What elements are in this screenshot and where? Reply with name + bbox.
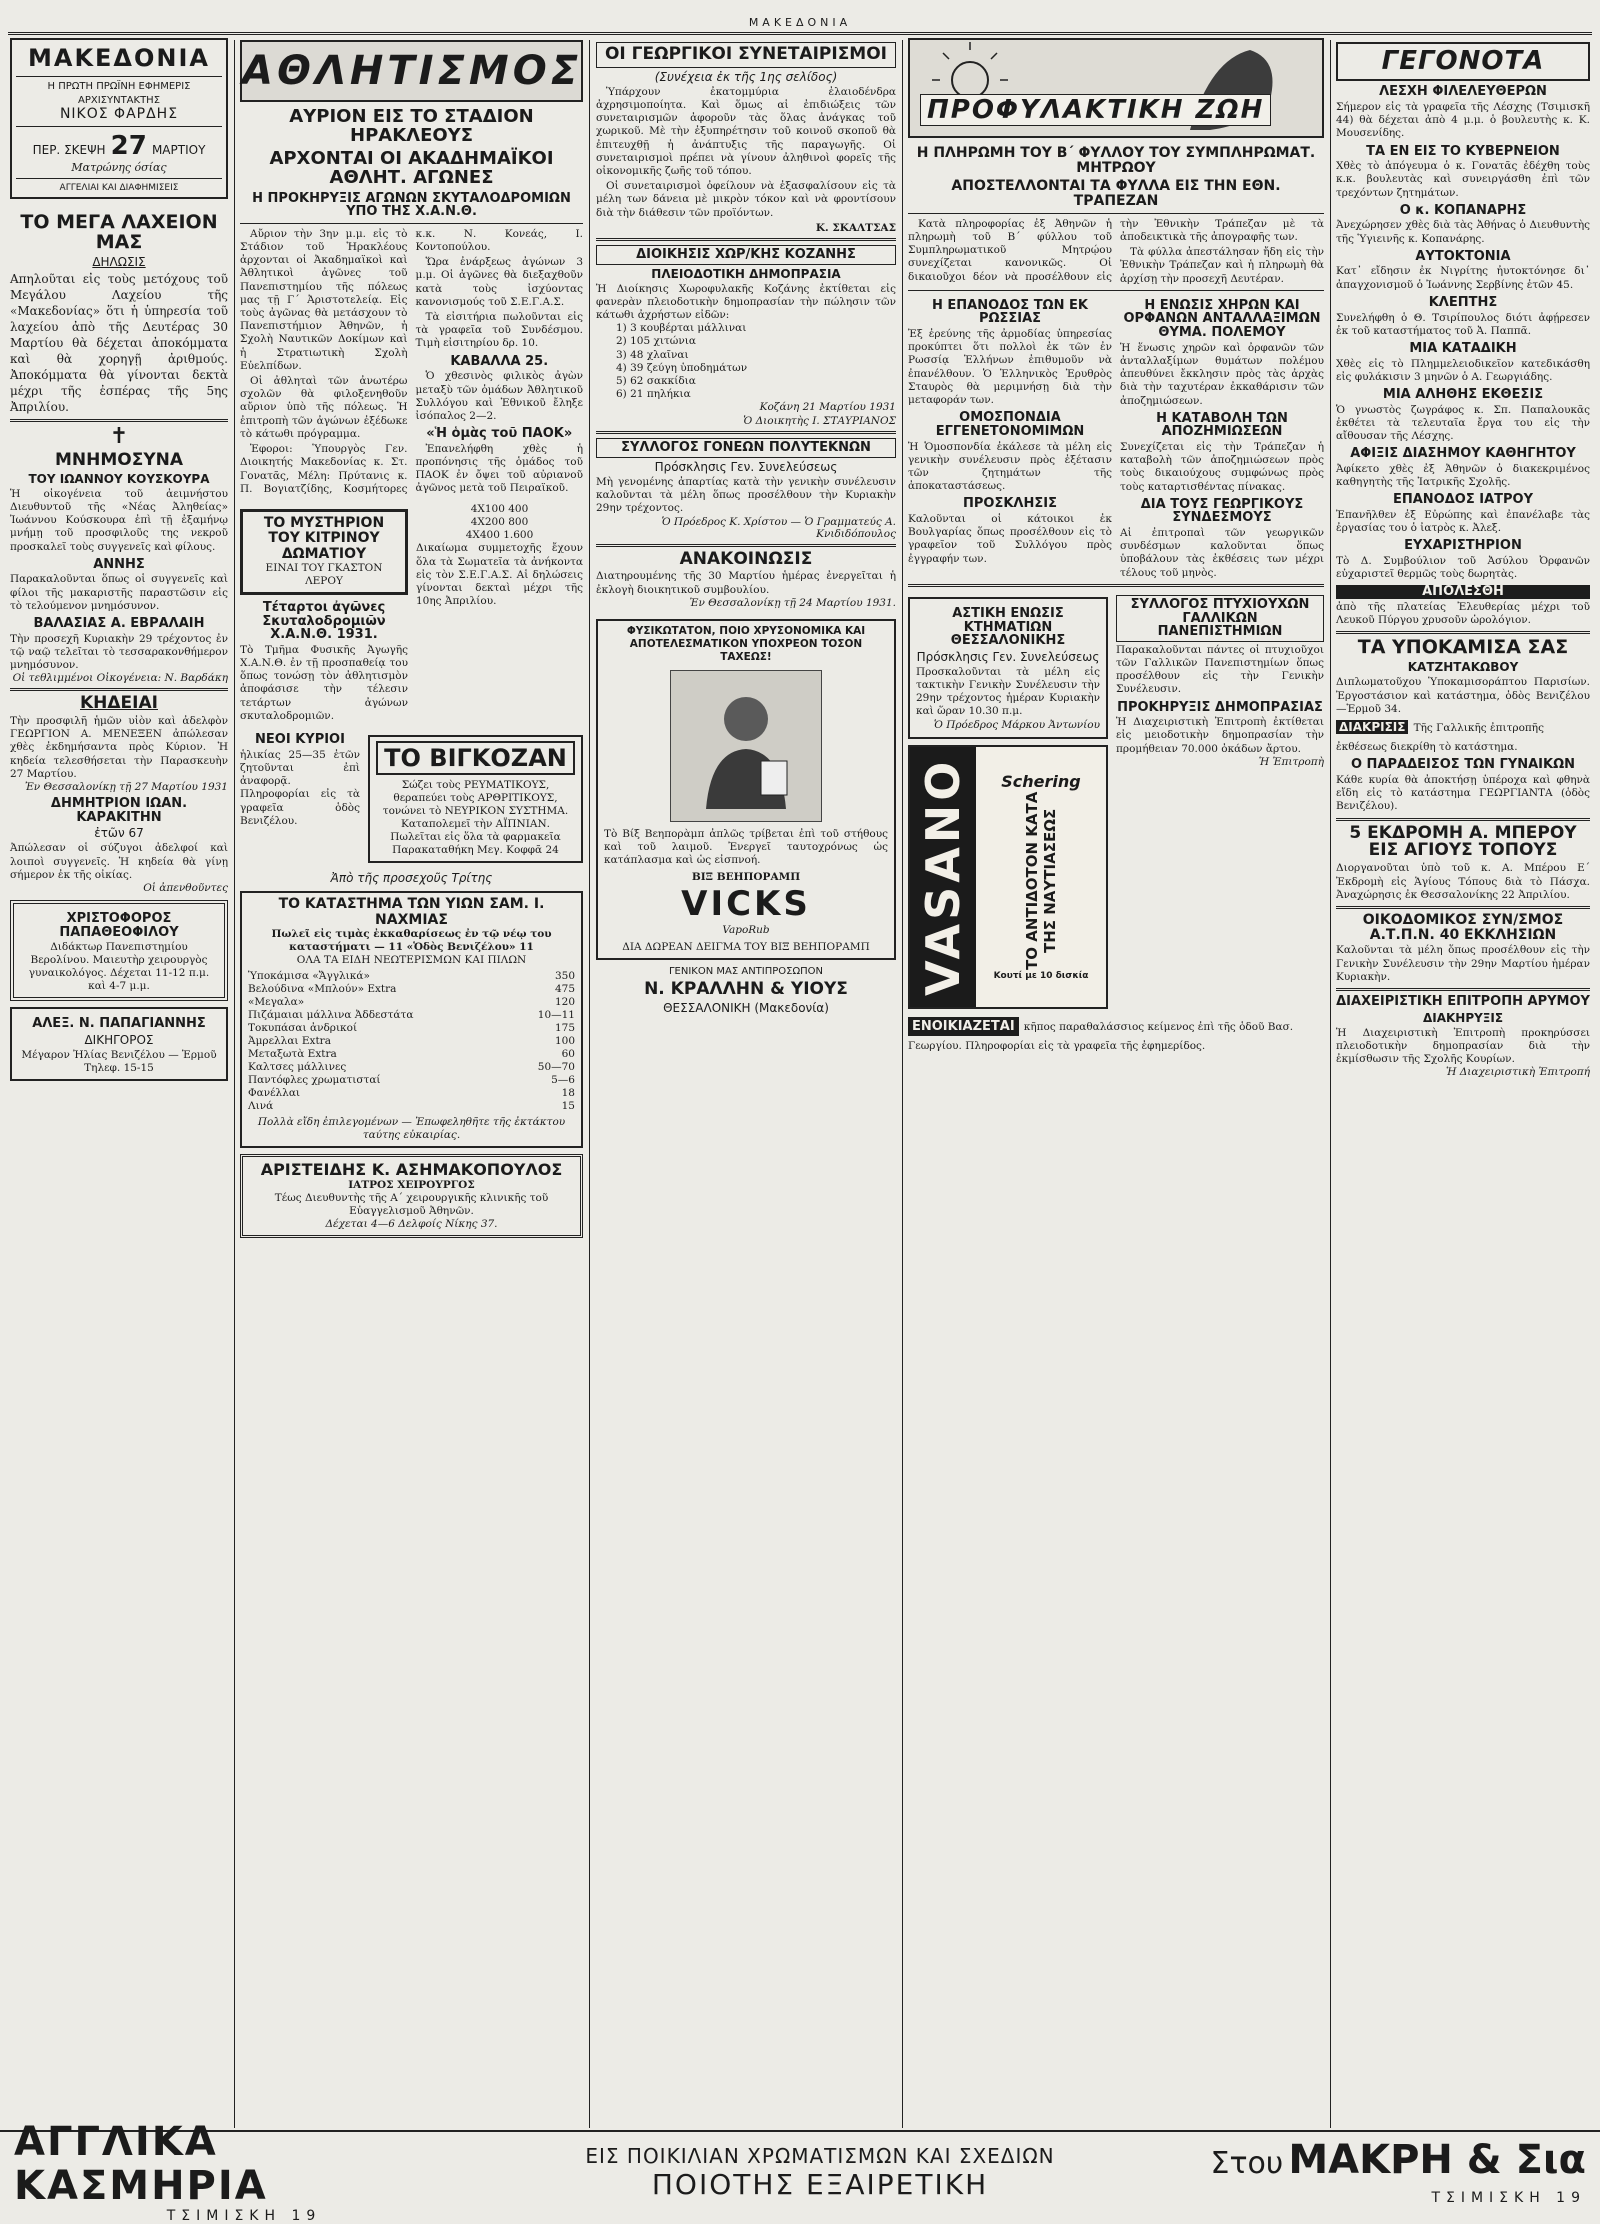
athletics-body: [240, 228, 583, 497]
papagiannis-title: ΑΛΕΞ. Ν. ΠΑΠΑΓΙΑΝΝΗΣ: [32, 1016, 206, 1032]
kozani-title: ΔΙΟΙΚΗΣΙΣ ΧΩΡ/ΚΗΣ ΚΟΖΑΝΗΣ: [596, 245, 896, 265]
dimoprasia-title: ΠΡΟΚΗΡΥΞΙΣ ΔΗΜΟΠΡΑΣΙΑΣ: [1117, 699, 1323, 715]
event-heading: ΚΛΕΠΤΗΣ: [1428, 294, 1498, 310]
event-item: [1336, 250, 1590, 292]
bottom-ad-right: [1166, 2138, 1600, 2206]
vicks-name: ΒΙΞ ΒΕΗΠΟΡΑΜΠ: [691, 870, 801, 883]
goneis-title: ΣΥΛΛΟΓΟΣ ΓΟΝΕΩΝ ΠΟΛΥΤΕΚΝΩΝ: [596, 438, 896, 458]
bottom-ad-left: [0, 2120, 474, 2224]
column-5: [1336, 38, 1590, 2128]
column-rule: [902, 40, 903, 2128]
papatheofilou-title: ΧΡΙΣΤΟΦΟΡΟΣ ΠΑΠΑΘΕΟΦΙΛΟΥ: [59, 910, 179, 940]
asti-text: Προσκαλοῦνται τὰ μέλη εἰς τακτικὴν Γενικὴν Συνέλευσιν τὴν 29ην τρέχοντος ἡμέραν Κυριακὴν καὶ ὥραν 10.30 π.μ.: [916, 665, 1100, 718]
date-prefix: ΠΕΡ. ΣΚΕΨΗ: [32, 143, 106, 157]
asimak-title: ΑΡΙΣΤΕΙΔΗΣ Κ. ΑΣΗΜΑΚΟΠΟΥΛΟΣ: [260, 1160, 563, 1180]
athletics-lower-right: [416, 503, 583, 723]
papagiannis-subtitle: ΔΙΚΗΓΟΡΟΣ: [84, 1032, 154, 1047]
asti-sign: Ὁ Πρόεδρος Μάρκου Ἀντωνίου: [933, 718, 1100, 731]
nachmias-top: Ἀπὸ τῆς προσεχοῦς Τρίτης: [330, 871, 493, 886]
price-value: 475: [554, 983, 575, 996]
dimoprasia-text: Ἡ Διαχειριστικὴ Ἐπιτροπὴ ἐκτίθεται εἰς μειοδοτικὴν δημοπρασίαν τὴν προμήθειαν 70.000 ὀκάδων ἄρτου.: [1116, 716, 1324, 755]
dimoprasia-sign: Ἡ Ἐπιτροπὴ: [1258, 755, 1324, 768]
mystirio-title: ΤΟ ΜΥΣΤΗΡΙΟΝ ΤΟΥ ΚΙΤΡΙΝΟΥ ΔΩΜΑΤΙΟΥ: [263, 514, 385, 562]
lachio-title: ΤΟ ΜΕΓΑ ΛΑΧΕΙΟΝ ΜΑΣ: [20, 211, 218, 253]
asti-ad: [908, 597, 1108, 739]
event-heading: ΛΕΣΧΗ ΦΙΛΕΛΕΥΘΕΡΩΝ: [1379, 84, 1547, 100]
event-item: [1336, 85, 1590, 140]
nachmias-sub: Πωλεῖ εἰς τιμὰς ἐκκαθαρίσεως ἐν τῷ νέῳ του καταστήματι — 11 «Ὁδὸς Βενιζέλου» 11: [271, 928, 552, 954]
eniokiazetai-title: ΕΝΟΙΚΙΑΖΕΤΑΙ: [908, 1017, 1019, 1036]
relay-row: 4Χ200 800: [470, 515, 529, 528]
event-text: Σήμερον εἰς τὰ γραφεῖα τῆς Λέσχης (Τσιμισκῆ 44) θὰ δέχεται ἀπὸ 4 μ.μ. ὁ βουλευτὴς κ. Κ. Μουσενίδης.: [1336, 100, 1590, 140]
athletics-banner: ΑΘΛΗΤΙΣΜΟΣ: [240, 40, 583, 102]
events-list: [1336, 85, 1590, 627]
epanodos-text: Ἐξ ἐρεύνης τῆς ἀρμοδίας ὑπηρεσίας προκύπτει ὅτι πολλοὶ ἐκ τῶν ἐν Ρωσσίᾳ Ἑλλήνων ἐπιθυμοῦν νὰ ἐπανέλθουν. Ὁ Ἑλληνικὸς Ἐρυθρὸς Σταυρὸς θὰ μεριμνήσῃ διὰ τὴν μεταφοράν των.: [908, 328, 1112, 407]
kideiai-text: Τὴν προσφιλῆ ἡμῶν υἱὸν καὶ ἀδελφὸν ΓΕΩΡΓΙΟΝ Α. ΜΕΝΕΞΕΝ ἀπώλεσαν χθὲς ἐκδημήσαντα πρὸς Κύριον. Ἡ κηδεία τελεσθήσεται τὴν Παρασκευὴν 27 Μαρτίου.: [10, 715, 228, 780]
event-heading: ΜΙΑ ΚΑΤΑΔΙΚΗ: [1409, 340, 1517, 356]
event-heading: ΕΥΧΑΡΙΣΤΗΡΙΟΝ: [1404, 538, 1522, 554]
divider: [908, 213, 1324, 214]
diakrisis-text: Τῆς Γαλλικῆς ἐπιτροπῆς ἐκθέσεως διεκρίθη τὸ κατάστημα.: [1336, 721, 1544, 754]
price-row: [248, 1061, 575, 1074]
paradeisos-text: Κάθε κυρία θὰ ἀποκτήσῃ ὑπέροχα καὶ φθηνὰ εἴδη εἰς τὸ κατάστημα ΓΕΩΡΓΙΑΝΤΑ (ὁδὸς Βενιζέλου).: [1336, 774, 1590, 813]
syllogos-text: Παρακαλοῦνται πάντες οἱ πτυχιοῦχοι τῶν Γαλλικῶν Πανεπιστημίων ὅπως προσέλθουν εἰς τὴν Γενικὴν Συνέλευσιν.: [1116, 643, 1324, 696]
kavala-text: Ὁ χθεσινὸς φιλικὸς ἀγὼν μεταξὺ τῶν ὁμάδων Ἀθλητικοῦ Συλλόγου καὶ Ἐθνικοῦ ἔληξε ἰσόπαλος 2—2.: [415, 370, 583, 422]
column-3: [596, 38, 896, 2128]
neoi-kyrioi-ad: [240, 729, 360, 869]
vicks-sample: ΔΙΑ ΔΩΡΕΑΝ ΔΕΙΓΜΑ ΤΟΥ ΒΙΞ ΒΕΗΠΟΡΑΜΠ: [622, 940, 870, 953]
asimak-hours: Δέχεται 4—6 Δελφοίς Νίκης 37.: [325, 1217, 498, 1230]
vasano-ad: [908, 745, 1108, 1009]
chiron-text: Ἡ ἕνωσις χηρῶν καὶ ὀρφανῶν τῶν ἀνταλλαξίμων θυμάτων πολέμου ἀπευθύνει ἔκκλησιν πρὸς τὰς ἀρχὰς διὰ τὴν ταχυτέραν ἐκκαθάρισιν τῶν ἀποζημιώσεων.: [1120, 341, 1324, 407]
kashmiria-address: ΤΣΙΜΙΣΚΗ 19: [166, 2208, 322, 2224]
col4-lower-right: [1116, 591, 1324, 1009]
neoi-kyrioi-text: ἡλικίας 25—35 ἐτῶν ζητοῦνται ἐπὶ ἀναφορᾷ. Πληροφορίαι εἰς τὰ γραφεῖα ὁδὸς Βενιζέλου.: [240, 748, 360, 827]
athletics-head-1: ΑΥΡΙΟΝ ΕΙΣ ΤΟ ΣΤΑΔΙΟΝ ΗΡΑΚΛΕΟΥΣ: [289, 106, 534, 146]
event-text: Τὸ Δ. Συμβούλιον τοῦ Ἀσύλου Ὀρφανῶν εὐχαριστεῖ θερμῶς τοὺς δωρητὰς.: [1336, 554, 1590, 581]
col4-right: [1120, 295, 1324, 580]
event-item: [1336, 388, 1590, 443]
makri-line: [1166, 2138, 1586, 2190]
price-item: Τοκυπάσαι ἀνδρικοί: [248, 1022, 358, 1035]
price-row: [248, 970, 575, 983]
vigkozan-ad: [368, 735, 583, 863]
column-2: [240, 38, 583, 2128]
vigkozan-title: ΤΟ ΒΙΓΚΟΖΑΝ: [376, 741, 575, 775]
divider: [1336, 631, 1590, 634]
price-row: [248, 983, 575, 996]
price-item: Παντόφλες χρωματισταί: [248, 1074, 381, 1087]
cooperatives-signature: Κ. ΣΚΑΛΤΣΑΣ: [815, 221, 896, 234]
event-text: Ἀφίκετο χθὲς ἐξ Ἀθηνῶν ὁ διακεκριμένος καθηγητὴς τῆς Ἰατρικῆς Σχολῆς.: [1336, 462, 1590, 489]
nachmias-sub2: ΟΛΑ ΤΑ ΕΙΔΗ ΝΕΩΤΕΡΙΣΜΩΝ ΚΑΙ ΠΙΛΩΝ: [296, 954, 527, 967]
event-item: [1336, 342, 1590, 384]
athletics-lower-left: [240, 503, 408, 723]
top-rule: [8, 8, 1592, 35]
bottom-ad-middle: [474, 2144, 1166, 2201]
lachio-subtitle: ΔΗΛΩΣΙΣ: [92, 254, 146, 269]
event-heading: ΕΠΑΝΟΔΟΣ ΙΑΤΡΟΥ: [1392, 492, 1534, 508]
col4-lower-left: [908, 591, 1108, 1009]
divider: [1336, 906, 1590, 909]
vicks-agent-name: Ν. ΚΡΑΛΛΗΝ & ΥΙΟΥΣ: [644, 978, 848, 999]
goneis-subtitle: Πρόσκλησις Γεν. Συνελεύσεως: [654, 459, 838, 474]
eniokiazetai-text: κῆπος παραθαλάσσιος κείμενος ἐπὶ τῆς ὁδοῦ Βασ. Γεωργίου. Πληροφορίαι εἰς τὰ γραφεῖα τῆς ἐφημερίδος.: [908, 1020, 1294, 1052]
price-item: Ἀμρελλαι Extra: [248, 1035, 331, 1048]
skytalo-title: Τέταρτοι ἀγῶνες Σκυταλοδρομιῶν Χ.Α.Ν.Θ. 1931.: [262, 599, 386, 643]
relay-row: 4Χ400 1.600: [465, 529, 534, 542]
karaktin-signoff: Οἱ ἀπενθοῦντες: [143, 881, 228, 894]
asti-subtitle: Πρόσκλησις Γεν. Συνελεύσεως: [916, 649, 1100, 664]
events-title: ΓΕΓΟΝΟΤΑ: [1336, 42, 1590, 81]
column-rule: [234, 40, 235, 2128]
cooperatives-para: Οἱ συνεταιρισμοὶ ὀφείλουν νὰ ἐξασφαλίσουν εἰς τὰ μέλη των δάνεια μὲ μικρὸν τόκον καὶ νὰ φροντίσουν διὰ τὴν διάθεσιν τῶν προϊόντων.: [596, 180, 896, 219]
athletics-head-3: Η ΠΡΟΚΗΡΥΞΙΣ ΑΓΩΝΩΝ ΣΚΥΤΑΛΟΔΡΟΜΙΩΝ ΥΠΟ ΤΗΣ Χ.Α.Ν.Θ.: [252, 190, 571, 220]
georgikos-text: Αἱ ἐπιτροπαὶ τῶν γεωργικῶν συνδέσμων καλοῦνται ὅπως ὑποβάλουν τὰς ἐκθέσεις των μέχρι τέλους τοῦ μηνὸς.: [1120, 527, 1324, 579]
nachmias-title: ΤΟ ΚΑΤΑΣΤΗΜΑ ΤΩΝ ΥΙΩΝ ΣΑΜ. Ι. ΝΑΧΜΙΑΣ: [278, 896, 545, 928]
syllogos-title: ΣΥΛΛΟΓΟΣ ΠΤΥΧΙΟΥΧΩΝ ΓΑΛΛΙΚΩΝ ΠΑΝΕΠΙΣΤΗΜΙΩΝ: [1116, 595, 1324, 642]
price-value: 15: [561, 1100, 575, 1113]
annis-text: Παρακαλοῦνται ὅπως οἱ συγγενεῖς καὶ φίλοι τῆς μακαριστῆς παραστῶσιν εἰς τὸ τελούμενον μνημόσυνον.: [10, 573, 228, 612]
lachio-text: Απηλοῦται εἰς τοὺς μετόχους τοῦ Μεγάλου Λαχείου τῆς «Μακεδονίας» ὅτι ἡ ὑπηρεσία τοῦ λαχείου ἀπὸ τῆς Δευτέρας 30 Μαρτίου θὰ δέχεται ἀποκόμματα καὶ θὰ χορηγῇ ἀριθμούς. Ἀποκόμματα θὰ γίνονται δεκτὰ μέχρι τῆς ἐσπέρας τῆς 5ης Ἀπριλίου.: [10, 271, 228, 414]
price-row: [248, 1087, 575, 1100]
diaxeiristiki-subtitle: ΔΙΑΚΗΡΥΞΙΣ: [1422, 1010, 1504, 1025]
divider: [240, 223, 583, 224]
price-row: [248, 1022, 575, 1035]
prosklisis-text: Καλοῦνται οἱ κάτοικοι ἐκ Βουλγαρίας ὅπως προσέλθουν εἰς τὸ γραφεῖον τοῦ Συλλόγου πρὸς ἐγγραφήν των.: [908, 513, 1112, 565]
papatheofilou-ad: [10, 900, 228, 1001]
event-text: Ἐπανῆλθεν ἐξ Εὐρώπης καὶ ἐπανέλαβε τὰς ἐργασίας του ὁ ἰατρὸς κ. Ἀλεξ.: [1336, 508, 1590, 535]
event-text: Χθὲς τὸ ἀπόγευμα ὁ κ. Γονατᾶς ἐδέχθη τοὺς κ.κ. βουλευτὰς καὶ συνειργάσθη ἐπὶ τῶν τρεχόντων ζητημάτων.: [1336, 160, 1590, 199]
goneis-sign: Ὁ Πρόεδρος Κ. Χρίστου — Ὁ Γραμματεύς Α. Κνιδιδόπουλος: [661, 515, 896, 540]
price-row: [248, 996, 575, 1009]
top-paper-name: ΜΑΚΕΔΟΝΙΑ: [748, 16, 852, 29]
divider: [10, 419, 228, 422]
diakrisis: [1336, 716, 1590, 754]
price-row: [248, 1100, 575, 1113]
event-heading: ΤΑ ΕΝ ΕΙΣ ΤΟ ΚΥΒΕΡΝΕΙΟΝ: [1366, 143, 1560, 159]
karaktin-text: Ἀπώλεσαν οἱ σύζυγοι ἀδελφοί καὶ λοιποὶ συγγενεῖς. Ἡ κηδεία θὰ γίνῃ σήμερον ἐκ τῆς οἰκίας.: [10, 842, 228, 881]
makri-title: ΜΑΚΡΗ & Σια: [1288, 2137, 1586, 2183]
epanodos-title: Η ΕΠΑΝΟΔΟΣ ΤΩΝ ΕΚ ΡΩΣΣΙΑΣ: [932, 297, 1088, 327]
anakoin-text: Διατηρουμένης τῆς 30 Μαρτίου ἡμέρας ἐνεργεῖται ἡ ἐκλογὴ διοικητικοῦ συμβουλίου.: [596, 570, 896, 596]
price-item: Πιζάμαιαι μάλλινα Ἀδδεστάτα: [248, 1009, 414, 1022]
katavoli-text: Συνεχίζεται εἰς τὴν Τράπεζαν ἡ καταβολὴ τῶν ἀποζημιώσεων πρὸς τοὺς δικαιούχους συμφώνως πρὸς τοὺς καταρτισθέντας πίνακας.: [1120, 440, 1324, 493]
kozani-text: Ἡ Διοίκησις Χωροφυλακῆς Κοζάνης ἐκτίθεται εἰς φανερὰν πλειοδοτικὴν δημοπρασίαν τὴν πώλησιν τῶν κάτωθι ἀχρήστων εἰδῶν:: [596, 282, 896, 321]
skytalo-text-2: Δικαίωμα συμμετοχῆς ἔχουν ὅλα τὰ Σωματεῖα τὰ ἀνήκοντα εἰς τὸν Σ.Ε.Γ.Α.Σ. Αἱ δηλώσεις γίνονται δεκταὶ μέχρι τῆς 10ης Ἀπριλίου.: [416, 542, 583, 608]
relay-table: [416, 503, 583, 543]
event-heading: ΑΦΙΞΙΣ ΔΙΑΣΗΜΟΥ ΚΑΘΗΓΗΤΟΥ: [1350, 446, 1576, 462]
vicks-illustration: [670, 670, 822, 822]
payment-head-2: ΑΠΟΣΤΕΛΛΟΝΤΑΙ ΤΑ ΦΥΛΛΑ ΕΙΣ ΤΗΝ ΕΘΝ. ΤΡΑΠΕΖΑΝ: [951, 178, 1281, 210]
kozani-date: Κοζάνη 21 Μαρτίου 1931: [759, 401, 896, 414]
vasano-brand: Schering: [1001, 772, 1081, 792]
vicks-logo-sub: VapoRub: [722, 923, 770, 936]
divider: [908, 290, 1324, 291]
event-item: [1336, 493, 1590, 535]
papatheofilou-text: Διδάκτωρ Πανεπιστημίου Βερολίνου. Μαιευτὴρ χειρουργὸς γυναικολόγος. Δέχεται 11-12 π.μ. καὶ 4-7 μ.μ.: [28, 941, 210, 993]
mystirio-ad: [240, 509, 408, 595]
vicks-text: Τὸ Βίξ Βεηπορὰμπ ἀπλῶς τρίβεται ἐπὶ τοῦ στήθους καὶ τοῦ λαιμοῦ. Ἐνεργεῖ ταυτοχρόνως ὡς κατάπλασμα καὶ ὡς εἰσπνοή.: [604, 827, 888, 866]
price-item: Φανέλλαι: [248, 1087, 301, 1100]
divider: [16, 178, 222, 179]
bottom-ad-line-2: ΠΟΙΟΤΗΣ ΕΞΑΙΡΕΤΙΚΗ: [651, 2167, 989, 2201]
price-row: [248, 1009, 575, 1022]
valasis-family: Οἱ τεθλιμμένοι Οἰκογένεια: Ν. Βαρδάκη: [12, 672, 228, 685]
makri-address: ΤΣΙΜΙΣΚΗ 19: [1431, 2190, 1586, 2206]
price-value: 5—6: [551, 1074, 575, 1087]
valasis-title: ΒΑΛΑΣΙΑΣ Α. ΕΒΡΑΛΑΙΗ: [33, 615, 205, 631]
price-value: 175: [554, 1022, 575, 1035]
event-text: Ὁ γνωστὸς ζωγράφος κ. Σπ. Παπαλουκᾶς ἐκθέτει τὰ τελευταῖα ἔργα του εἰς τὴν αἴθουσαν τῆς Λέσχης.: [1336, 403, 1590, 443]
vasano-info: [976, 747, 1106, 1007]
vicks-agent-city: ΘΕΣΣΑΛΟΝΙΚΗ (Μακεδονία): [663, 1000, 829, 1015]
cooperatives-cont: (Συνέχεια ἐκ τῆς 1ης σελίδος): [654, 69, 838, 84]
neoi-kyrioi-title: ΝΕΟΙ ΚΥΡΙΟΙ: [255, 732, 345, 748]
diaxeiristiki-text: Ἡ Διαχειριστικὴ Ἐπιτροπὴ προκηρύσσει πλειοδοτικὴν δημοπρασίαν διὰ τὴν ἐκμίσθωσιν τῆς Σχολῆς Κουρίων.: [1336, 1026, 1590, 1065]
prosklisis-title: ΠΡΟΣΚΛΗΣΙΣ: [963, 496, 1057, 512]
vicks-logo: VICKS: [681, 883, 811, 924]
valasis-text: Τὴν προσεχῆ Κυριακὴν 29 τρέχοντος ἐν τῷ ναῷ τελεῖται τὸ τεσσαρακονθήμερον μνημόσυνον.: [10, 632, 228, 672]
kozani-items: [596, 322, 896, 401]
cooperatives-title: ΟΙ ΓΕΩΡΓΙΚΟΙ ΣΥΝΕΤΑΙΡΙΣΜΟΙ: [596, 42, 896, 68]
issue-date: [16, 131, 222, 161]
ekdromi-title: 5 ΕΚΔΡΟΜΗ Α. ΜΠΕΡΟΥ ΕΙΣ ΑΓΙΟΥΣ ΤΟΠΟΥΣ: [1349, 822, 1577, 861]
eniokiazetai: [908, 1015, 1324, 1053]
kozani-item: 3) 48 χλαῖναι: [616, 348, 689, 361]
divider: [596, 431, 896, 434]
kozani-subtitle: ΠΛΕΙΟΔΟΤΙΚΗ ΔΗΜΟΠΡΑΣΙΑ: [651, 266, 841, 281]
georgikos-title: ΔΙΑ ΤΟΥΣ ΓΕΩΡΓΙΚΟΥΣ ΣΥΝΔΕΣΜΟΥΣ: [1140, 496, 1304, 526]
papagiannis-ad: [10, 1007, 228, 1081]
diaxeiristiki-title: ΔΙΑΧΕΙΡΙΣΤΙΚΗ ΕΠΙΤΡΟΠΗ ΑΡΥΜΟΥ: [1336, 993, 1590, 1009]
prevention-title: ΠΡΟΦΥΛΑΚΤΙΚΗ ΖΩΗ: [920, 94, 1271, 126]
kozani-item: 1) 3 κουβέρται μάλλιναι: [616, 322, 747, 335]
athletics-lower: [240, 503, 583, 723]
price-value: 100: [554, 1035, 575, 1048]
kozani-sign: Ὁ Διοικητὴς Ι. ΣΤΑΥΡΙΑΝΟΣ: [743, 415, 896, 428]
event-item: [1336, 539, 1590, 581]
papagiannis-text: Μέγαρον Ἠλίας Βενιζέλου — Ἑρμοῦ Τηλεφ. 15-15: [21, 1048, 217, 1074]
col4-split: [908, 295, 1324, 580]
prevention-banner: [908, 38, 1324, 138]
masthead-subtitle: Η ΠΡΩΤΗ ΠΡΩΪΝΗ ΕΦΗΜΕΡΙΣ: [47, 81, 191, 92]
kavala-title: ΚΑΒΑΛΛΑ 25.: [450, 353, 549, 369]
divider: [1336, 818, 1590, 821]
price-item: Βελούδινα «Μπλούν» Extra: [248, 983, 397, 996]
goneis-text: Μὴ γενομένης ἀπαρτίας κατὰ τὴν γενικὴν συνέλευσιν καλοῦνται τὰ μέλη ὅπως προσέλθουν τὴν Κυριακὴν 29ην τρέχοντος.: [596, 475, 896, 515]
vigkozan-note: Πωλεῖται εἰς ὅλα τὰ φαρμακεῖα: [390, 831, 561, 844]
ypokamisa-title: ΤΑ ΥΠΟΚΑΜΙΣΑ ΣΑΣ: [1357, 636, 1569, 659]
event-text: Χθὲς εἰς τὸ Πλημμελειοδικεῖον κατεδικάσθη εἰς φυλάκισιν 3 μηνῶν ὁ Α. Γεωργιάδης.: [1336, 357, 1590, 383]
event-text: Κατ᾽ εἴδησιν ἐκ Νιγρίτης ἠυτοκτόνησε δι᾽ ἀπαγχονισμοῦ ὁ Ἰωάννης Σερβίνης ἐτῶν 45.: [1336, 265, 1590, 291]
payment-body: [908, 218, 1324, 286]
price-item: Ὑποκάμισα «Ἄγγλικά»: [248, 970, 370, 983]
vicks-top: ΦΥΣΙΚΩΤΑΤΟΝ, ΠΟΙΟ ΧΡΥΣΟΝΟΜΙΚΑ ΚΑΙ ΑΠΟΤΕΛΕΣΜΑΤΙΚΟΝ ΥΠΟΧΡΕΟΝ ΤΟΣΟΝ ΤΑΧΕΩΣ!: [626, 624, 866, 663]
anakoin-title: ΑΝΑΚΟΙΝΩΣΙΣ: [679, 548, 813, 569]
price-item: «Μεγαλα»: [248, 996, 305, 1009]
column-rule: [1330, 40, 1331, 2128]
vicks-ad: [596, 619, 896, 960]
diakrisis-title: ΔΙΑΚΡΙΣΙΣ: [1336, 720, 1408, 734]
paok-title: «Ἡ ὁμὰς τοῦ ΠΑΟΚ»: [426, 426, 573, 442]
katavoli-title: Η ΚΑΤΑΒΟΛΗ ΤΩΝ ΑΠΟΖΗΜΙΩΣΕΩΝ: [1156, 410, 1288, 440]
event-heading: ΜΙΑ ΑΛΗΘΗΣ ΕΚΘΕΣΙΣ: [1382, 386, 1544, 402]
kideiai-title: ΚΗΔΕΙΑΙ: [80, 693, 158, 714]
divider: [1336, 988, 1590, 991]
ekdromi-text: Διοργανοῦται ὑπὸ τοῦ κ. Α. Μπέρου Ε΄ Ἐκδρομὴ εἰς Ἁγίους Τόπους διὰ τὸ Πάσχα. Ἀναχώρησις ἐκ Θεσσαλονίκης 22 Ἀπριλίου.: [1336, 862, 1590, 901]
ads-row: [240, 729, 583, 869]
athletics-para: Ἑφοροι: Ὑπουργὸς Γεν. Διοικητής Μακεδονίας κ. Στ. Γονατᾶς, Μέλη: Πρύτανις κ. Π. Βογιατζίδης, Κοσμήτορες κ.κ. Ν. Κονεάς, Ι. Κοντοπούλου.: [240, 227, 583, 495]
oikodomikos-text: Καλοῦνται τὰ μέλη ὅπως προσέλθουν εἰς τὴν Γενικὴν Συνέλευσιν τὴν 29ην Μαρτίου ἡμέραν Κυριακὴν.: [1336, 944, 1590, 983]
divider: [10, 688, 228, 691]
mnimosyna-subtitle: ΤΟΥ ΙΩΑΝΝΟΥ ΚΟΥΣΚΟΥΡΑ: [28, 471, 210, 486]
vigkozan-text: Σώζει τοὺς ΡΕΥΜΑΤΙΚΟΥΣ, θεραπεύει τοὺς ΑΡΘΡΙΤΙΚΟΥΣ, τονώνει τὸ ΝΕΥΡΙΚΟΝ ΣΥΣΤΗΜΑ. Καταπολεμεῖ τὴν ΑΪΠΝΙΑΝ.: [382, 779, 569, 831]
kozani-item: 6) 21 πηλήκια: [616, 388, 691, 401]
column-1: [10, 38, 228, 2128]
paok-text: Ἐπανελήφθη χθὲς ἡ προπόνησις τῆς ὁμάδος τοῦ ΠΑΟΚ ἐν ὄψει τοῦ αὐριανοῦ ἀγῶνος μετὰ τοῦ Πειραϊκοῦ.: [415, 442, 583, 495]
ypokamisa-text: Διπλωματοῦχου Ὑποκαμισοράπτου Παρισίων. Ἐργοστάσιον καὶ κατάστημα, ὁδὸς Βενιζέλου—Ἑρμοῦ 34.: [1336, 676, 1590, 715]
athletics-head-2: ΑΡΧΟΝΤΑΙ ΟΙ ΑΚΑΔΗΜΑΪΚΟΙ ΑΘΛΗΤ. ΑΓΩΝΕΣ: [269, 147, 554, 188]
price-value: 60: [561, 1048, 575, 1061]
price-item: Λινά: [248, 1100, 274, 1113]
divider: [908, 584, 1324, 587]
payment-para: Κατὰ πληροφορίας ἐξ Ἀθηνῶν ἡ πληρωμὴ τοῦ Β΄ φύλλου τοῦ Συμπληρωματικοῦ Μητρῴου συνεχίζεται κανονικῶς. Οἱ δικαιοῦχοι δέον νὰ προσέλθουν εἰς τὴν Ἐθνικὴν Τράπεζαν μὲ τὰ ἀποδεικτικὰ τῆς ἀπογραφῆς των.: [908, 217, 1324, 283]
divider: [16, 76, 222, 77]
vasano-logo: VASANO: [916, 757, 970, 996]
omospondia-title: ΟΜΟΣΠΟΝΔΙΑ ΕΓΓΕΝΕΤΟΝΟΜΙΜΩΝ: [935, 410, 1085, 439]
karaktin-title: ΔΗΜΗΤΡΙΟΝ ΙΩΑΝ. ΚΑΡΑΚΙΤΗΝ: [50, 796, 188, 825]
cross-icon: ✝: [109, 423, 129, 449]
col4-lower: [908, 591, 1324, 1009]
chiron-title: Η ΕΝΩΣΙΣ ΧΗΡΩΝ ΚΑΙ ΟΡΦΑΝΩΝ ΑΝΤΑΛΛΑΞΙΜΩΝ ΘΥΜΑ. ΠΟΛΕΜΟΥ: [1123, 297, 1321, 341]
masthead-title: ΜΑΚΕΔΟΝΙΑ: [27, 44, 210, 72]
omospondia-text: Ἡ Ὁμοσπονδία ἐκάλεσε τὰ μέλη εἰς γενικὴν συνέλευσιν πρὸς ἐξέτασιν τῶν ζητημάτων τῆς ἀποκαταστάσεως.: [908, 440, 1112, 493]
athletics-para: Οἱ ἀθληταὶ τῶν ἀνωτέρω σχολῶν θὰ φιλοξενηθοῦν αὔριον ὑπὸ τῆς πόλεως. Ἡ ἐπιτροπὴ τῶν ἀγώνων ἐξέδωκε τὸ κάτωθι πρόγραμμα.: [240, 375, 408, 440]
price-value: 120: [554, 996, 575, 1009]
kozani-item: 2) 105 χιτώνια: [616, 335, 696, 348]
vigkozan-address: Παρακαταθήκη Μεγ. Κοφφᾶ 24: [392, 844, 559, 857]
athletics-para: Αὔριον τὴν 3ην μ.μ. εἰς τὸ Στάδιον τοῦ Ἡρακλέους ἀρχονται οἱ Ἀκαδημαϊκοὶ καὶ Ἀθλητικοὶ ἀγῶνες τοῦ Πανεπιστημίου τῆς πόλεως μας τῇ Γ΄ Ἀριστοτελείᾳ. Εἰς τοὺς ἀγῶνας θὰ μετάσχουν τὸ Πανεπιστήμιον Ἀθηνῶν, ἡ Σχολὴ Ναυτικῶν Δοκίμων καὶ ἡ Στρατιωτικὴ Σχολὴ Εὐελπίδων.: [240, 227, 408, 372]
price-row: [248, 1074, 575, 1087]
kozani-item: 4) 39 ζεύγη ὑποδημάτων: [616, 361, 748, 374]
athletics-para: Ὥρα ἐνάρξεως ἀγώνων 3 μ.μ. Οἱ ἀγῶνες θὰ διεξαχθοῦν κατὰ τοὺς ἰσχύοντας κανονισμούς τοῦ Σ.Ε.Γ.Α.Σ.: [415, 256, 583, 308]
kideiai-place: Ἐν Θεσσαλονίκῃ τῇ 27 Μαρτίου 1931: [24, 781, 228, 794]
kozani-item: 5) 62 σακκίδια: [616, 374, 696, 387]
asimak-ad: [240, 1154, 583, 1238]
column-4: [908, 38, 1324, 2128]
athletics-para: Τὰ εἰσιτήρια πωλοῦνται εἰς τὰ γραφεῖα τοῦ Συνδέσμου. Τιμὴ εἰσιτηρίου δρ. 10.: [415, 311, 583, 350]
event-item: [1336, 145, 1590, 200]
payment-head-1: Η ΠΛΗΡΩΜΗ ΤΟΥ Β΄ ΦΥΛΛΟΥ ΤΟΥ ΣΥΜΠΛΗΡΩΜΑΤ. ΜΗΤΡΩΟΥ: [916, 145, 1316, 176]
price-row: [248, 1035, 575, 1048]
price-item: Μεταξωτὰ Extra: [248, 1048, 337, 1061]
masthead-box: [10, 38, 228, 199]
mnimosyna-text: Ἡ οἰκογένεια τοῦ ἀειμνήστου Διευθυντοῦ τῆς «Νέας Ἀληθείας» Ἰωάννου Κούσκουρα ἐπὶ τῇ ἐξαμήνῳ μνήμῃ τοῦ προσφιλοῦς της νεκροῦ προσκαλεῖ τοὺς συγγενεῖς καὶ φίλους.: [10, 487, 228, 553]
event-item: [1336, 585, 1590, 627]
cooperatives-text: [596, 86, 896, 220]
feast-day: Ματρώνης όσίας: [71, 161, 167, 174]
price-value: 50—70: [537, 1061, 575, 1074]
cooperatives-para: Ὑπάρχουν ἐκατομμύρια ἐλαιοδένδρα ἀχρησιμοποίητα. Καὶ ὅμως αἱ ἐπιδιώξεις τῶν συνεταιρισμῶν ἀφοροῦν τὰς ὅλας ἀνάγκας τοῦ χωρικοῦ. Μὲ τὴν ἐξυπηρέτησιν τοῦ κοινοῦ σκοποῦ θὰ ἐπιτευχθῇ ἡ ἀνάπτυξις τῆς παραγωγῆς. Οἱ συνεταιρισμοὶ πρέπει νὰ γίνουν ἀληθινοὶ φορεῖς τῆς οἰκονομικῆς ζωῆς τοῦ τόπου.: [596, 85, 896, 178]
vicks-agents: ΓΕΝΙΚΟΝ ΜΑΣ ΑΝΤΙΠΡΟΣΩΠΟΝ: [668, 965, 823, 977]
mystirio-subtitle: ΕΙΝΑΙ ΤΟΥ ΓΚΑΣΤΟΝ ΛΕΡΟΥ: [265, 561, 383, 587]
divider: [596, 544, 896, 547]
column-rule: [589, 40, 590, 2128]
bottom-advertisement: [0, 2119, 1600, 2224]
editor-label: ΑΡΧΙΣΥΝΤΑΚΤΗΣ: [77, 95, 161, 106]
vasano-sub: Κουτί με 10 δισκία: [993, 971, 1089, 982]
relay-row: 4Χ100 400: [470, 502, 529, 515]
price-value: 10—11: [537, 1009, 575, 1022]
event-text: Ἀνεχώρησεν χθὲς διὰ τὰς Ἀθήνας ὁ Διευθυντὴς τῆς Ὑγιεινῆς κ. Κοπανάρης.: [1336, 219, 1590, 245]
editor-name: ΝΙΚΟΣ ΦΑΡΔΗΣ: [59, 106, 179, 122]
diaxeiristiki-sign: Ἡ Διαχειριστικὴ Ἐπιτροπή: [1445, 1066, 1590, 1079]
price-item: Καλτσες μάλλινες: [248, 1061, 347, 1074]
divider: [596, 238, 896, 241]
asimak-text: Τέως Διευθυντὴς τῆς Α΄ χειρουργικῆς κλινικῆς τοῦ Εὐαγγελισμοῦ Ἀθηνῶν.: [274, 1191, 549, 1217]
makri-prefix: Στου: [1210, 2146, 1284, 2181]
event-item: [1336, 447, 1590, 489]
ypokamisa-subtitle: ΚΑΤΖΗΤΑΚΩΒΟΥ: [1407, 660, 1519, 675]
asti-title: ΑΣΤΙΚΗ ΕΝΩΣΙΣ ΚΤΗΜΑΤΙΩΝ ΘΕΣΣΑΛΟΝΙΚΗΣ: [950, 605, 1066, 649]
payment-para: Τὰ φύλλα ἀπεστάλησαν ἤδη εἰς τὴν Ἐθνικὴν Τράπεζαν καὶ ἡ πληρωμὴ θὰ ἀρχίσῃ τὴν προσεχῆ Δευτέραν.: [1120, 246, 1324, 285]
bottom-ad-line-1: ΕΙΣ ΠΟΙΚΙΛΙΑΝ ΧΡΩΜΑΤΙΣΜΩΝ ΚΑΙ ΣΧΕΔΙΩΝ: [585, 2143, 1055, 2168]
anakoin-date: Ἐν Θεσσαλονίκῃ τῇ 24 Μαρτίου 1931.: [689, 596, 896, 609]
nachmias-footer: Πολλὰ εἴδη ἐπιλεγομένων — Ἐπωφεληθῆτε τῆς ἐκτάκτου ταύτης εὐκαιρίας.: [257, 1116, 566, 1142]
event-text: Συνελήφθη ὁ Θ. Τσιρίπουλος διότι ἀφῄρεσεν ἐκ τοῦ καταστήματος τοῦ Ἀ. Παππᾶ.: [1336, 311, 1590, 337]
mnimosyna-title: ΜΝΗΜΟΣΥΝΑ: [54, 449, 184, 470]
kashmiria-title: ΑΓΓΛΙΚΑ ΚΑΣΜΗΡΙΑ: [14, 2119, 268, 2209]
nachmias-ad: [240, 891, 583, 1148]
karaktin-age: ἐτῶν 67: [94, 826, 144, 841]
event-item: [1336, 296, 1590, 338]
event-item: [1336, 204, 1590, 246]
annis-title: ΑΝΝΗΣ: [93, 556, 145, 572]
oikodomikos-title: ΟΙΚΟΔΟΜΙΚΟΣ ΣΥΝ/ΣΜΟΣ Α.Τ.Π.Ν. 40 ΕΚΚΛΗΣΙΩΝ: [1362, 911, 1564, 943]
person-illustration-icon: [691, 681, 801, 811]
divider: [16, 126, 222, 127]
date-day: 27: [110, 131, 147, 161]
price-value: 18: [561, 1087, 575, 1100]
event-text: ἀπὸ τῆς πλατείας Ἐλευθερίας μέχρι τοῦ Λευκοῦ Πύργου χρυσοῦν ὡρολόγιον.: [1336, 601, 1590, 627]
col4-left: [908, 295, 1112, 580]
vasano-text: ΤΟ ΑΝΤΙΔΟΤΟΝ ΚΑΤΑ ΤΗΣ ΝΑΥΤΙΑΣΕΩΣ: [1023, 791, 1059, 971]
price-row: [248, 1048, 575, 1061]
price-value: 350: [554, 970, 575, 983]
asimak-subtitle: ΙΑΤΡΟΣ ΧΕΙΡΟΥΡΓΟΣ: [348, 1178, 475, 1191]
price-list: [248, 970, 575, 1113]
date-month: ΜΑΡΤΙΟΥ: [151, 143, 206, 157]
event-heading: ΑΠΟΛΕΣΘΗ: [1336, 585, 1590, 599]
event-heading: ΑΥΤΟΚΤΟΝΙΑ: [1415, 248, 1511, 264]
ads-note: ΑΓΓΕΛΙΑΙ ΚΑΙ ΔΙΑΦΗΜΙΣΕΙΣ: [59, 183, 179, 193]
skytalo-text: Τὸ Τμῆμα Φυσικῆς Ἀγωγῆς Χ.Α.Ν.Θ. ἐν τῇ προσπαθείᾳ του ὅπως τονώσῃ τὸν ἀθλητισμὸν ἀποφάσισε τὴν τέλεσιν τετάρτων ἀγώνων σκυταλοδρομιῶν.: [240, 643, 408, 722]
event-heading: Ο κ. ΚΟΠΑΝΑΡΗΣ: [1399, 202, 1527, 218]
paradeisos-title: Ο ΠΑΡΑΔΕΙΣΟΣ ΤΩΝ ΓΥΝΑΙΚΩΝ: [1350, 757, 1576, 773]
